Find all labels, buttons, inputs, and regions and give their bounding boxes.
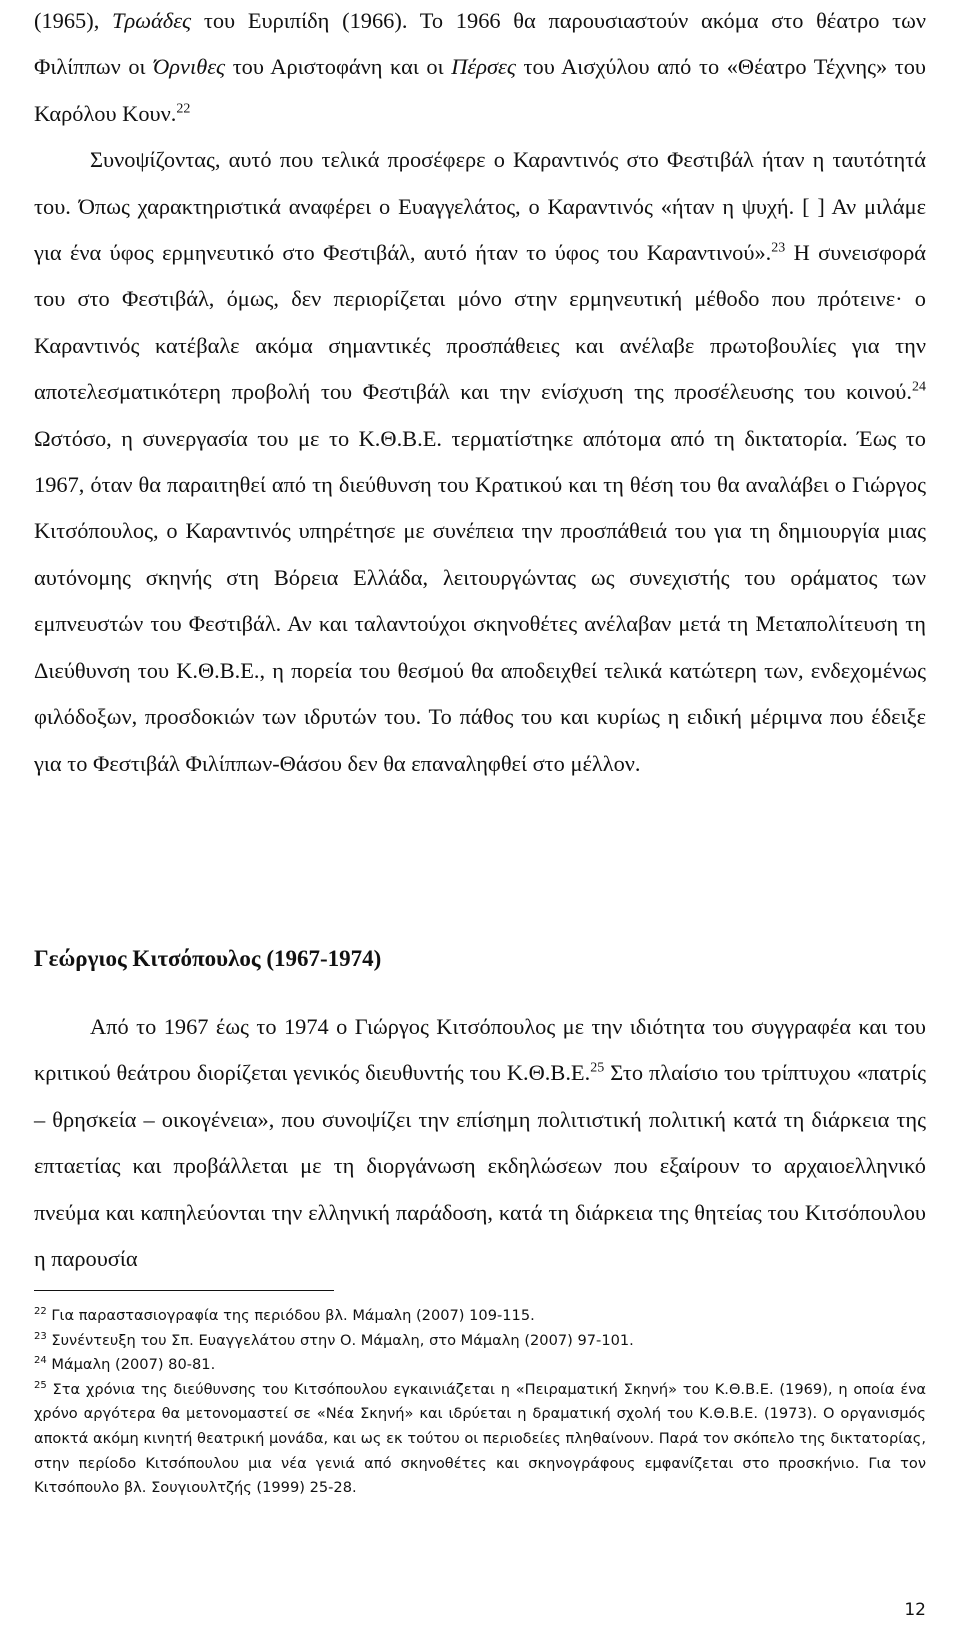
footnote-separator: [34, 1290, 334, 1291]
text-run: (1965),: [34, 8, 113, 33]
play-title: Πέρσες: [451, 54, 516, 80]
text-run: Η συνεισφορά του στο Φεστιβάλ, όμως, δεν περιορίζεται μόνο στην ερμηνευτική μέθοδο που πρότεινε· ο Καραντινός κατέβαλε ακόμα σημαντικές προσπάθειες και ανέλαβε πρωτοβουλίες για την αποτελεσματικότερη προβολή του Φεστιβάλ και την ενίσχυση της προσέλευσης του κοινού.: [34, 240, 926, 405]
text-run: του Αισχύλου από το «Θέατρο Τέχνης» του Καρόλου Κουν.: [34, 54, 926, 126]
main-text-top: [34, 0, 926, 787]
footnote-ref-24[interactable]: 24: [912, 379, 926, 395]
text-run: Στο πλαίσιο του τρίπτυχου «πατρίς – θρησκεία – οικογένεια», που συνοψίζει την επίσημη πολιτιστική πολιτική κατά τη διάρκεια της επταετίας και προβάλλεται με τη διοργάνωση εκδηλώσεων που εξαίρουν το αρχαιοελληνικό πνεύμα και καπηλεύονται την ελληνική παράδοση, κατά τη διάρκεια της θητείας του Κιτσόπουλου η παρουσία: [34, 1060, 926, 1272]
footnote-text: Μάμαλη (2007) 80-81.: [46, 1356, 216, 1374]
main-text-bottom: [34, 1004, 926, 1282]
footnote-24: [34, 1353, 926, 1378]
text-run: Από το 1967 έως το 1974 ο Γιώργος Κιτσόπουλος με την ιδιότητα του συγγραφέα και του κριτικού θεάτρου διορίζεται γενικός διευθυντής του Κ.Θ.Β.Ε.: [34, 1014, 926, 1086]
footnote-text: Για παραστασιογραφία της περιόδου βλ. Μάμαλη (2007) 109-115.: [46, 1307, 535, 1324]
paragraph-3: [34, 1004, 926, 1282]
footnotes: [34, 1304, 926, 1501]
page-number: 12: [904, 1600, 926, 1620]
play-title: Τρωάδες: [112, 8, 192, 33]
paragraph-2: [34, 137, 926, 787]
footnote-text: Στα χρόνια της διεύθυνσης του Κιτσόπουλου εγκαινιάζεται η «Πειραματική Σκηνή» του Κ.Θ.Β.Ε. (1969), η οποία ένα χρόνο αργότερα θα μετονομαστεί σε «Νέα Σκηνή» και ιδρύεται η δραματική σχολή του Κ.Θ.Β.Ε. (1973). Ο οργανισμός αποκτά ακόμη κινητή θεατρική μονάδα, και ως εκ τούτου οι περιοδείες πληθαίνουν. Παρά τον σκόπελο της δικτατορίας, στην περίοδο Κιτσόπουλου μια νέα γενιά από σκηνοθέτες και σκηνογράφους εμφανίζεται στο προσκήνιο. Για τον Κιτσόπουλο βλ. Σουγιουλτζής (1999) 25-28.: [34, 1380, 926, 1497]
text-run: Ωστόσο, η συνεργασία του με το Κ.Θ.Β.Ε. τερματίστηκε απότομα από τη δικτατορία. Έως το 1967, όταν θα παραιτηθεί από τη διεύθυνση του Κρατικού και τη θέση του θα αναλάβει ο Γιώργος Κιτσόπουλος, ο Καραντινός υπηρέτησε με συνέπεια την προσπάθειά του για τη δημιουργία μιας αυτόνομης σκηνής στη Βόρεια Ελλάδα, λειτουργώντας ως συνεχιστής του οράματος των εμπνευστών του Φεστιβάλ. Αν και ταλαντούχοι σκηνοθέτες ανέλαβαν μετά τη Μεταπολίτευση τη Διεύθυνση του Κ.Θ.Β.Ε., η πορεία του θεσμού θα αποδειχθεί τελικά κατώτερη των, ενδεχομένως φιλόδοξων, προσδοκιών των ιδρυτών του. Το πάθος του και κυρίως η ειδική μέριμνα που έδειξε για το Φεστιβάλ Φιλίππων-Θάσου δεν θα επαναληφθεί στο μέλλον.: [34, 425, 926, 776]
footnote-ref-23[interactable]: 23: [771, 240, 786, 256]
footnote-ref-25[interactable]: 25: [590, 1060, 605, 1076]
footnote-23: [34, 1329, 926, 1354]
footnote-22: [34, 1304, 926, 1329]
text-run: Συνοψίζοντας, αυτό που τελικά προσέφερε ο Καραντινός στο Φεστιβάλ ήταν η ταυτότητά του. Όπως χαρακτηριστικά αναφέρει ο Ευαγγελάτος, ο Καραντινός «ήταν η ψυχή. [ ] Αν μιλάμε για ένα ύφος ερμηνευτικό στο Φεστιβάλ, αυτό ήταν το ύφος του Καραντινού».: [34, 147, 926, 266]
footnote-number: 23: [34, 1330, 47, 1342]
play-title: Όρνιθες: [153, 54, 226, 80]
footnote-text: Συνέντευξη του Σπ. Ευαγγελάτου στην Ο. Μάμαλη, στο Μάμαλη (2007) 97-101.: [46, 1331, 634, 1349]
footnote-number: 25: [34, 1379, 47, 1391]
footnote-number: 22: [34, 1306, 47, 1318]
text-run: του Ευριπίδη (1966). Το 1966 θα παρουσιαστούν ακόμα στο θέατρο των Φιλίππων οι: [34, 8, 927, 80]
footnote-ref-22[interactable]: 22: [176, 101, 191, 117]
paragraph-1: [34, 0, 926, 137]
footnote-number: 24: [34, 1355, 47, 1367]
text-run: του Αριστοφάνη και οι: [225, 54, 452, 80]
section-heading: Γεώργιος Κιτσόπουλος (1967-1974): [34, 946, 382, 971]
footnote-25: [34, 1378, 926, 1501]
